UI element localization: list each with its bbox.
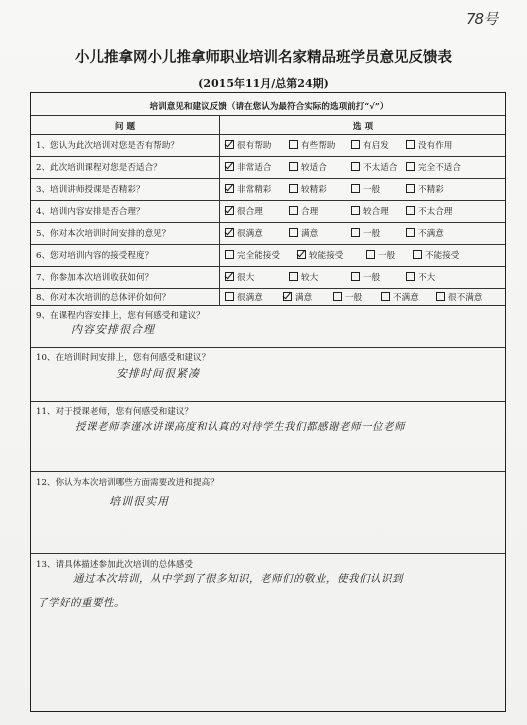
q4-option-1[interactable]: 很合理	[225, 205, 263, 217]
form-title: 小儿推拿网小儿推拿师职业培训名家精品班学员意见反馈表	[75, 50, 452, 66]
q1-option-3[interactable]: 有启发	[351, 139, 389, 151]
checkbox-icon	[406, 206, 415, 215]
checkbox-icon	[351, 184, 360, 193]
q6-option-4[interactable]: 不能接受	[413, 249, 459, 261]
answer-12[interactable]: 培训很实用	[109, 495, 169, 508]
answer-11[interactable]: 授课老师李谨冰讲课高度和认真的对待学生我们都感谢老师一位老师	[75, 421, 405, 433]
checkbox-icon	[225, 292, 234, 301]
feedback-table	[30, 92, 506, 712]
q2-option-4[interactable]: 完全不适合	[406, 161, 461, 173]
checkbox-icon	[333, 292, 342, 301]
q8-option-2[interactable]: 满意	[283, 291, 312, 303]
q4-option-4[interactable]: 不太合理	[406, 205, 452, 217]
q6-option-2[interactable]: 较能接受	[297, 249, 343, 261]
q3-option-2[interactable]: 较精彩	[289, 183, 327, 195]
question-13-label: 13、请具体描述参加此次培训的总体感受	[36, 560, 194, 570]
checkbox-icon	[406, 272, 415, 281]
question-11-label: 11、对于授课老师，您有何感受和建议？	[36, 407, 194, 417]
question-6-label: 6、您对培训内容的接受程度？	[36, 251, 154, 261]
checkbox-icon	[406, 228, 415, 237]
checkbox-icon	[289, 272, 298, 281]
checkbox-icon	[381, 292, 390, 301]
q5-option-3[interactable]: 一般	[351, 227, 380, 239]
checkbox-icon	[351, 162, 360, 171]
checkbox-checked-icon	[225, 184, 234, 193]
checkbox-icon	[351, 140, 360, 149]
checkbox-icon	[289, 228, 298, 237]
checkbox-icon	[289, 184, 298, 193]
q1-option-2[interactable]: 有些帮助	[289, 139, 335, 151]
checkbox-checked-icon	[225, 140, 234, 149]
q6-option-1[interactable]: 完全能接受	[225, 249, 280, 261]
q2-option-2[interactable]: 较适合	[289, 161, 327, 173]
q4-option-3[interactable]: 较合理	[351, 205, 389, 217]
q8-option-4[interactable]: 不满意	[381, 291, 419, 303]
checkbox-checked-icon	[297, 250, 306, 259]
checkbox-icon	[406, 184, 415, 193]
q8-option-5[interactable]: 很不满意	[436, 291, 482, 303]
question-4-label: 4、培训内容安排是否合理？	[36, 207, 145, 217]
question-5-label: 5、你对本次培训时间安排的意见？	[36, 229, 171, 239]
q8-option-3[interactable]: 一般	[333, 291, 362, 303]
checkbox-checked-icon	[225, 162, 234, 171]
q5-option-2[interactable]: 满意	[289, 227, 318, 239]
checkbox-checked-icon	[225, 272, 234, 281]
q7-option-1[interactable]: 很大	[225, 271, 254, 283]
checkbox-checked-icon	[225, 228, 234, 237]
options-column-header: 选 项	[352, 122, 374, 132]
checkbox-icon	[289, 140, 298, 149]
answer-13-line-2[interactable]: 了学好的重要性。	[37, 597, 125, 609]
q5-option-1[interactable]: 很满意	[225, 227, 263, 239]
checkbox-icon	[436, 292, 445, 301]
question-8-label: 8、你对本次培训的总体评价如何？	[36, 293, 171, 303]
checkbox-icon	[413, 250, 422, 259]
checkbox-checked-icon	[283, 292, 292, 301]
checkbox-checked-icon	[225, 206, 234, 215]
question-1-label: 1、您认为此次培训对您是否有帮助？	[36, 141, 179, 151]
q2-option-3[interactable]: 不太适合	[351, 161, 397, 173]
q7-option-4[interactable]: 不大	[406, 271, 435, 283]
form-subtitle: (2015年11月/总第24期)	[198, 77, 329, 90]
q3-option-4[interactable]: 不精彩	[406, 183, 444, 195]
checkbox-icon	[366, 250, 375, 259]
question-12-label: 12、你认为本次培训哪些方面需要改进和提高？	[36, 478, 219, 488]
q3-option-3[interactable]: 一般	[351, 183, 380, 195]
checkbox-icon	[289, 162, 298, 171]
q7-option-3[interactable]: 一般	[351, 271, 380, 283]
question-2-label: 2、此次培训课程对您是否适合？	[36, 163, 162, 173]
checkbox-icon	[225, 250, 234, 259]
q5-option-4[interactable]: 不满意	[406, 227, 444, 239]
question-7-label: 7、你参加本次培训收获如何？	[36, 273, 154, 283]
question-3-label: 3、培训讲师授课是否精彩？	[36, 185, 145, 195]
q1-option-1[interactable]: 很有帮助	[225, 139, 271, 151]
q7-option-2[interactable]: 较大	[289, 271, 318, 283]
checkbox-icon	[351, 206, 360, 215]
q2-option-1[interactable]: 非常适合	[225, 161, 271, 173]
question-9-label: 9、在课程内容安排上，您有何感受和建议？	[36, 311, 205, 321]
q1-option-4[interactable]: 没有作用	[406, 139, 452, 151]
questions-column-header: 问 题	[114, 122, 136, 132]
checkbox-icon	[406, 140, 415, 149]
q3-option-1[interactable]: 非常精彩	[225, 183, 271, 195]
answer-9[interactable]: 内容安排很合理	[71, 323, 155, 336]
checkbox-icon	[351, 272, 360, 281]
checkbox-icon	[289, 206, 298, 215]
answer-13-line-1[interactable]: 通过本次培训，从中学到了很多知识，老师们的敬业，使我们认识到	[73, 573, 403, 585]
checkbox-icon	[351, 228, 360, 237]
checkbox-icon	[406, 162, 415, 171]
q8-option-1[interactable]: 很满意	[225, 291, 263, 303]
instruction-text: 培训意见和建议反馈（请在您认为最符合实际的选项前打“√”）	[149, 102, 389, 112]
q4-option-2[interactable]: 合理	[289, 205, 318, 217]
question-10-label: 10、在培训时间安排上，您有何感受和建议？	[36, 353, 211, 363]
q6-option-3[interactable]: 一般	[366, 249, 395, 261]
answer-10[interactable]: 安排时间很紧凑	[116, 367, 200, 380]
handwritten-number: 78号	[466, 10, 498, 28]
